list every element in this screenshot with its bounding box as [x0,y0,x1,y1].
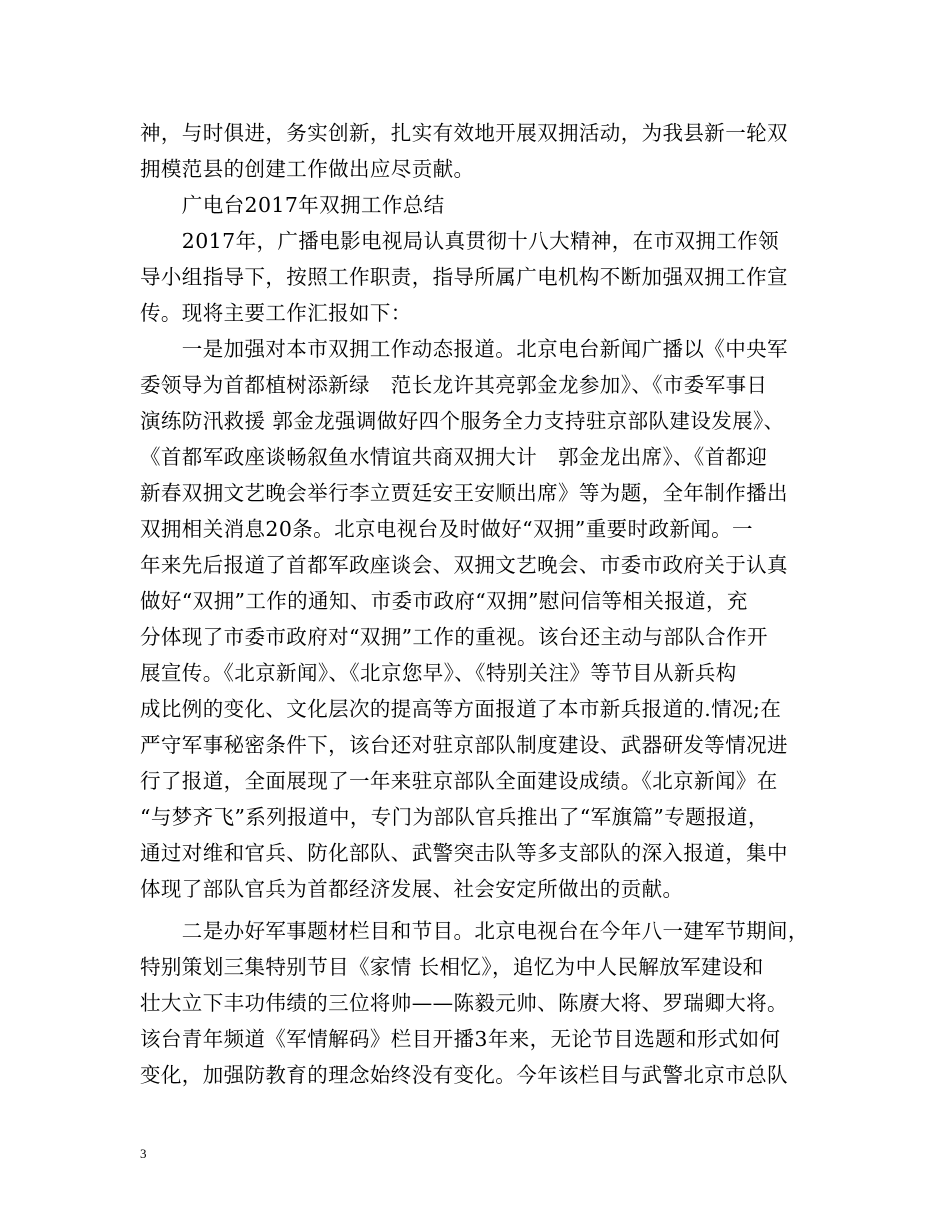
text-line: “与梦齐飞”系列报道中，专门为部队官兵推出了“军旗篇”专题报道， [140,805,769,829]
text-line: 分体现了市委市政府对“双拥”工作的重视。该台还主动与部队合作开 [140,625,768,649]
text-line: 年来先后报道了首都军政座谈会、双拥文艺晚会、市委市政府关于认真 [140,553,788,577]
text-line: 体现了部队官兵为首都经济发展、社会安定所做出的贡献。 [140,877,684,901]
text-line: 双拥相关消息20条。北京电视台及时做好“双拥”重要时政新闻。一 [140,517,753,541]
text-line: 2017年，广播电影电视局认真贯彻十八大精神，在市双拥工作领 [140,229,779,253]
text-line: 严守军事秘密条件下，该台还对驻京部队制度建设、武器研发等情况进 [140,733,788,757]
heading-line: 广电台2017年双拥工作总结 [140,193,445,217]
text-line: 特别策划三集特别节目《家情 长相忆》，追忆为中人民解放军建设和 [140,955,764,979]
text-line: 拥模范县的创建工作做出应尽贡献。 [140,157,475,181]
text-line: 《首都军政座谈畅叙鱼水情谊共商双拥大计 郭金龙出席》、《首都迎 [140,445,768,469]
text-line: 该台青年频道《军情解码》栏目开播3年来，无论节目选题和形式如何 [140,1027,781,1051]
text-line: 传。现将主要工作汇报如下： [140,301,412,325]
text-line: 委领导为首都植树添新绿 范长龙许其亮郭金龙参加》、《市委军事日 [140,373,768,397]
text-line: 壮大立下丰功伟绩的三位将帅——陈毅元帅、陈赓大将、罗瑞卿大将。 [140,991,788,1015]
body-text [140,115,820,1093]
text-line: 神，与时俱进，务实创新，扎实有效地开展双拥活动，为我县新一轮双 [140,121,788,145]
text-line: 做好“双拥”工作的通知、市委市政府“双拥”慰问信等相关报道，充 [140,589,748,613]
text-line: 导小组指导下，按照工作职责，指导所属广电机构不断加强双拥工作宣 [140,265,788,289]
text-line: 成比例的变化、文化层次的提高等方面报道了本市新兵报道的.情况;在 [140,697,782,721]
text-line: 二是办好军事题材栏目和节目。北京电视台在今年八一建军节期间， [140,919,809,943]
text-line: 新春双拥文艺晚会举行李立贾廷安王安顺出席》等为题，全年制作播出 [140,481,788,505]
text-line: 演练防汛救援 郭金龙强调做好四个服务全力支持驻京部队建设发展》、 [140,409,785,433]
text-line: 通过对维和官兵、防化部队、武警突击队等多支部队的深入报道，集中 [140,841,788,865]
text-line: 一是加强对本市双拥工作动态报道。北京电台新闻广播以《中央军 [140,337,788,361]
text-line: 展宣传。《北京新闻》、《北京您早》、《特别关注》等节目从新兵构 [140,661,737,685]
page-number: 3 [140,1146,147,1161]
text-line: 变化，加强防教育的理念始终没有变化。今年该栏目与武警北京市总队 [140,1063,788,1087]
text-line: 行了报道，全面展现了一年来驻京部队全面建设成绩。《北京新闻》在 [140,769,778,793]
